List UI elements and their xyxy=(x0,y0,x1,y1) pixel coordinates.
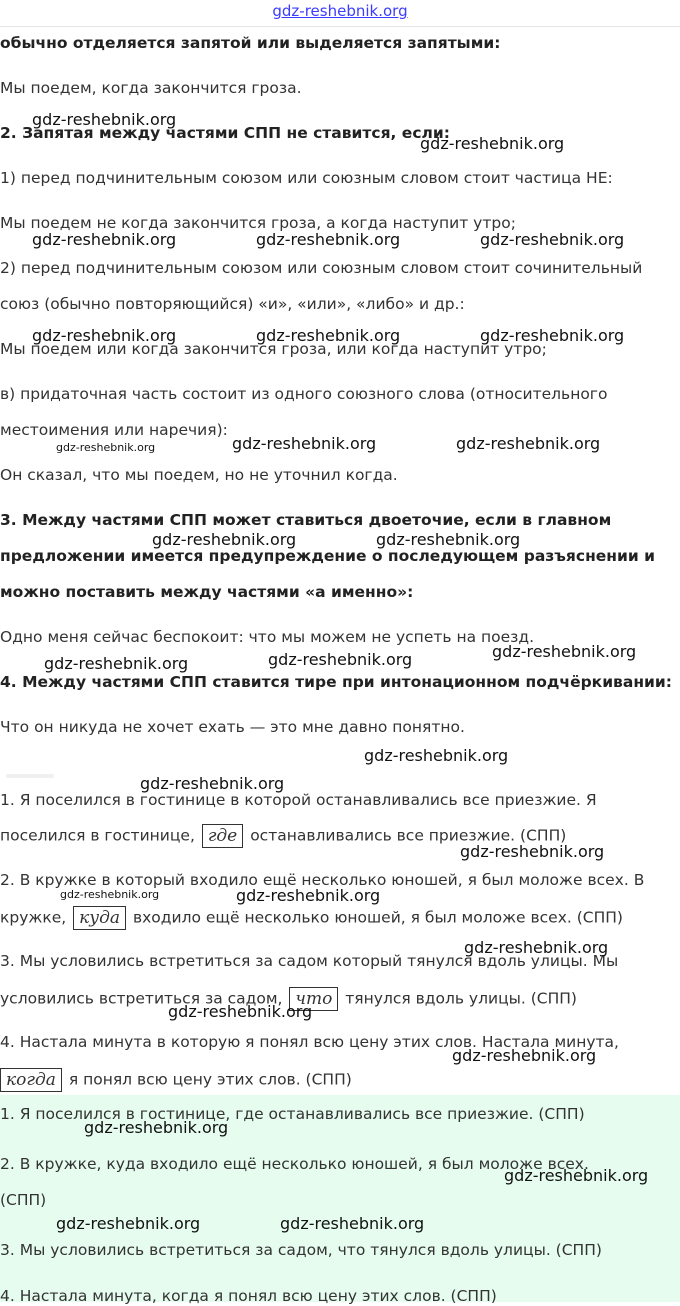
site-title-link[interactable]: gdz-reshebnik.org xyxy=(272,2,408,20)
task-text: входило ещё несколько юношей, я был моложе всех. (СПП) xyxy=(132,908,623,927)
answer-line: 4. Настала минута, когда я понял всю цену этих слов. (СПП) xyxy=(0,1287,497,1305)
watermark: gdz-reshebnik.org xyxy=(452,1046,597,1065)
answer-line: (СПП) xyxy=(0,1191,47,1209)
answer-line: 3. Мы условились встретиться за садом, что тянулся вдоль улицы. (СПП) xyxy=(0,1241,602,1259)
task-line: 3. Мы условились встретиться за садом который тянулся вдоль улицы. Мы xyxy=(0,952,619,970)
watermark: gdz-reshebnik.org xyxy=(480,326,625,345)
task-line xyxy=(0,906,623,930)
task-line: 4. Настала минута в которую я понял всю цену этих слов. Настала минута, xyxy=(0,1033,619,1051)
rule-text-line: в) придаточная часть состоит из одного союзного слова (относительного xyxy=(0,385,608,403)
watermark: gdz-reshebnik.org xyxy=(236,886,381,905)
watermark: gdz-reshebnik.org xyxy=(376,530,521,549)
watermark: gdz-reshebnik.org xyxy=(460,842,605,861)
boxed-word: куда xyxy=(73,906,126,930)
watermark: gdz-reshebnik.org xyxy=(420,134,565,153)
task-text: кружке, xyxy=(0,908,67,927)
watermark: gdz-reshebnik.org xyxy=(168,1002,313,1021)
rule-heading: 2. Запятая между частями СПП не ставится, если: xyxy=(0,124,450,142)
watermark: gdz-reshebnik.org xyxy=(280,1214,425,1233)
task-line: 1. Я поселился в гостинице в которой останавливались все приезжие. Я xyxy=(0,791,597,809)
example-text-line: Мы поедем или когда закончится гроза, или когда наступит утро; xyxy=(0,340,547,358)
rule-heading: 4. Между частями СПП ставится тире при интонационном подчёркивании: xyxy=(0,673,672,691)
watermark: gdz-reshebnik.org xyxy=(32,230,177,249)
watermark: gdz-reshebnik.org xyxy=(84,1118,229,1137)
watermark: gdz-reshebnik.org xyxy=(504,1166,649,1185)
rule-text-line: местоимения или наречия): xyxy=(0,421,228,439)
answer-line: 2. В кружке, куда входило ещё несколько юношей, я был моложе всех. xyxy=(0,1155,589,1173)
divider-tab xyxy=(6,774,54,778)
watermark: gdz-reshebnik.org xyxy=(32,110,177,129)
rule-text-line: 2) перед подчинительным союзом или союзным словом стоит сочинительный xyxy=(0,259,643,277)
task-text: останавливались все приезжие. (СПП) xyxy=(250,826,567,845)
rule-heading: предложении имеется предупреждение о последующем разъяснении и xyxy=(0,547,655,565)
watermark: gdz-reshebnik.org xyxy=(44,654,189,673)
watermark: gdz-reshebnik.org xyxy=(32,326,177,345)
rule-text-line: обычно отделяется запятой или выделяется запятыми: xyxy=(0,34,501,52)
rule-text-line: союз (обычно повторяющийся) «и», «или», «либо» и др.: xyxy=(0,295,465,313)
watermark: gdz-reshebnik.org xyxy=(492,642,637,661)
task-text: поселился в гостинице, xyxy=(0,826,195,845)
watermark: gdz-reshebnik.org xyxy=(56,441,156,454)
example-text-line: Он сказал, что мы поедем, но не уточнил когда. xyxy=(0,466,398,484)
example-text-line: Мы поедем, когда закончится гроза. xyxy=(0,79,302,97)
site-header xyxy=(0,0,680,27)
task-text: я понял всю цену этих слов. (СПП) xyxy=(68,1070,352,1089)
task-text: тянулся вдоль улицы. (СПП) xyxy=(345,989,577,1008)
boxed-word: где xyxy=(202,824,243,848)
watermark: gdz-reshebnik.org xyxy=(464,938,609,957)
watermark: gdz-reshebnik.org xyxy=(480,230,625,249)
answer-line: 1. Я поселился в гостинице, где останавливались все приезжие. (СПП) xyxy=(0,1105,585,1123)
watermark: gdz-reshebnik.org xyxy=(456,434,601,453)
boxed-word: что xyxy=(289,987,338,1011)
watermark: gdz-reshebnik.org xyxy=(256,326,401,345)
watermark: gdz-reshebnik.org xyxy=(152,530,297,549)
example-text-line: Одно меня сейчас беспокоит: что мы можем не успеть на поезд. xyxy=(0,628,535,646)
watermark: gdz-reshebnik.org xyxy=(256,230,401,249)
task-line: 2. В кружке в который входило ещё несколько юношей, я был моложе всех. В xyxy=(0,871,645,889)
task-text: условились встретиться за садом, xyxy=(0,989,283,1008)
rule-heading: можно поставить между частями «а именно»: xyxy=(0,583,414,601)
watermark: gdz-reshebnik.org xyxy=(232,434,377,453)
rule-text-line: 1) перед подчинительным союзом или союзным словом стоит частица НЕ: xyxy=(0,169,613,187)
watermark: gdz-reshebnik.org xyxy=(364,746,509,765)
example-text-line: Что он никуда не хочет ехать — это мне давно понятно. xyxy=(0,718,465,736)
watermark: gdz-reshebnik.org xyxy=(140,774,285,793)
watermark: gdz-reshebnik.org xyxy=(60,888,160,901)
example-text-line: Мы поедем не когда закончится гроза, а когда наступит утро; xyxy=(0,214,516,232)
watermark: gdz-reshebnik.org xyxy=(268,650,413,669)
boxed-word: когда xyxy=(0,1068,62,1092)
task-line xyxy=(0,1068,352,1092)
watermark: gdz-reshebnik.org xyxy=(56,1214,201,1233)
rule-heading: 3. Между частями СПП может ставиться двоеточие, если в главном xyxy=(0,511,612,529)
